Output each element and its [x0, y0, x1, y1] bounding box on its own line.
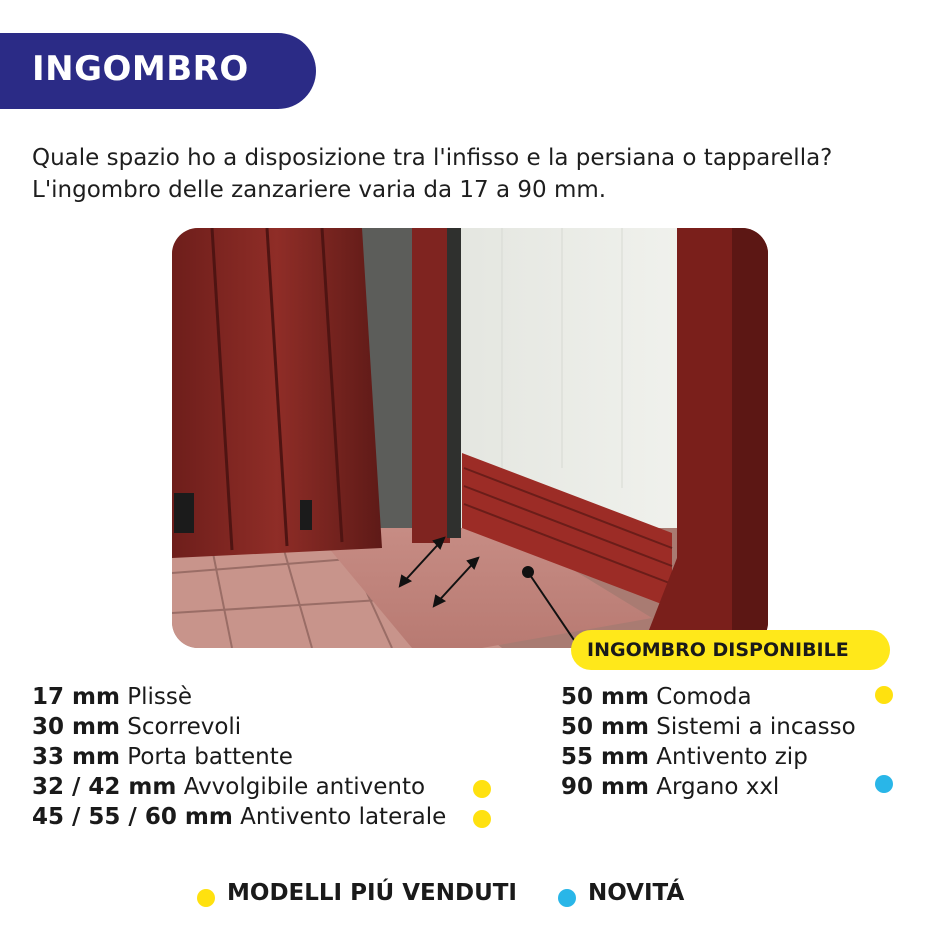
list-item — [32, 742, 446, 772]
list-item — [561, 772, 856, 802]
model-name: Antivento zip — [656, 744, 808, 770]
list-item — [561, 682, 856, 712]
list-item — [32, 772, 446, 802]
page-title: INGOMBRO — [32, 49, 249, 89]
legend-best-sellers: MODELLI PIÚ VENDUTI — [227, 880, 517, 906]
model-name: Argano xxl — [656, 774, 780, 800]
model-name: Scorrevoli — [127, 714, 242, 740]
model-name: Antivento laterale — [240, 804, 447, 830]
available-space-badge — [571, 630, 890, 670]
model-name: Sistemi a incasso — [656, 714, 856, 740]
left-size-list — [32, 682, 446, 832]
size-value: 45 / 55 / 60 mm — [32, 804, 233, 830]
size-value: 17 mm — [32, 684, 120, 710]
size-value: 30 mm — [32, 714, 120, 740]
list-item — [32, 682, 446, 712]
legend-new: NOVITÁ — [588, 880, 685, 906]
intro-line-1: Quale spazio ho a disposizione tra l'infisso e la persiana o tapparella? — [32, 145, 833, 171]
size-value: 50 mm — [561, 684, 649, 710]
legend-best-seller-dot-icon — [197, 889, 215, 907]
list-item — [561, 712, 856, 742]
size-value: 55 mm — [561, 744, 649, 770]
badge-label: INGOMBRO DISPONIBILE — [587, 639, 849, 661]
title-tab — [0, 33, 316, 109]
size-value: 33 mm — [32, 744, 120, 770]
list-item — [32, 712, 446, 742]
best-seller-dot-icon — [473, 810, 491, 828]
model-name: Avvolgibile antivento — [183, 774, 426, 800]
list-item — [32, 802, 446, 832]
right-size-list — [561, 682, 856, 802]
size-value: 50 mm — [561, 714, 649, 740]
list-item — [561, 742, 856, 772]
model-name: Comoda — [656, 684, 752, 710]
window-frame-photo — [172, 228, 768, 648]
intro-text — [32, 142, 912, 206]
size-value: 32 / 42 mm — [32, 774, 177, 800]
best-seller-dot-icon — [473, 780, 491, 798]
model-name: Porta battente — [127, 744, 293, 770]
model-name: Plissè — [127, 684, 193, 710]
best-seller-dot-icon — [875, 686, 893, 704]
legend-new-dot-icon — [558, 889, 576, 907]
new-dot-icon — [875, 775, 893, 793]
size-value: 90 mm — [561, 774, 649, 800]
intro-line-2: L'ingombro delle zanzariere varia da 17 a 90 mm. — [32, 177, 607, 203]
